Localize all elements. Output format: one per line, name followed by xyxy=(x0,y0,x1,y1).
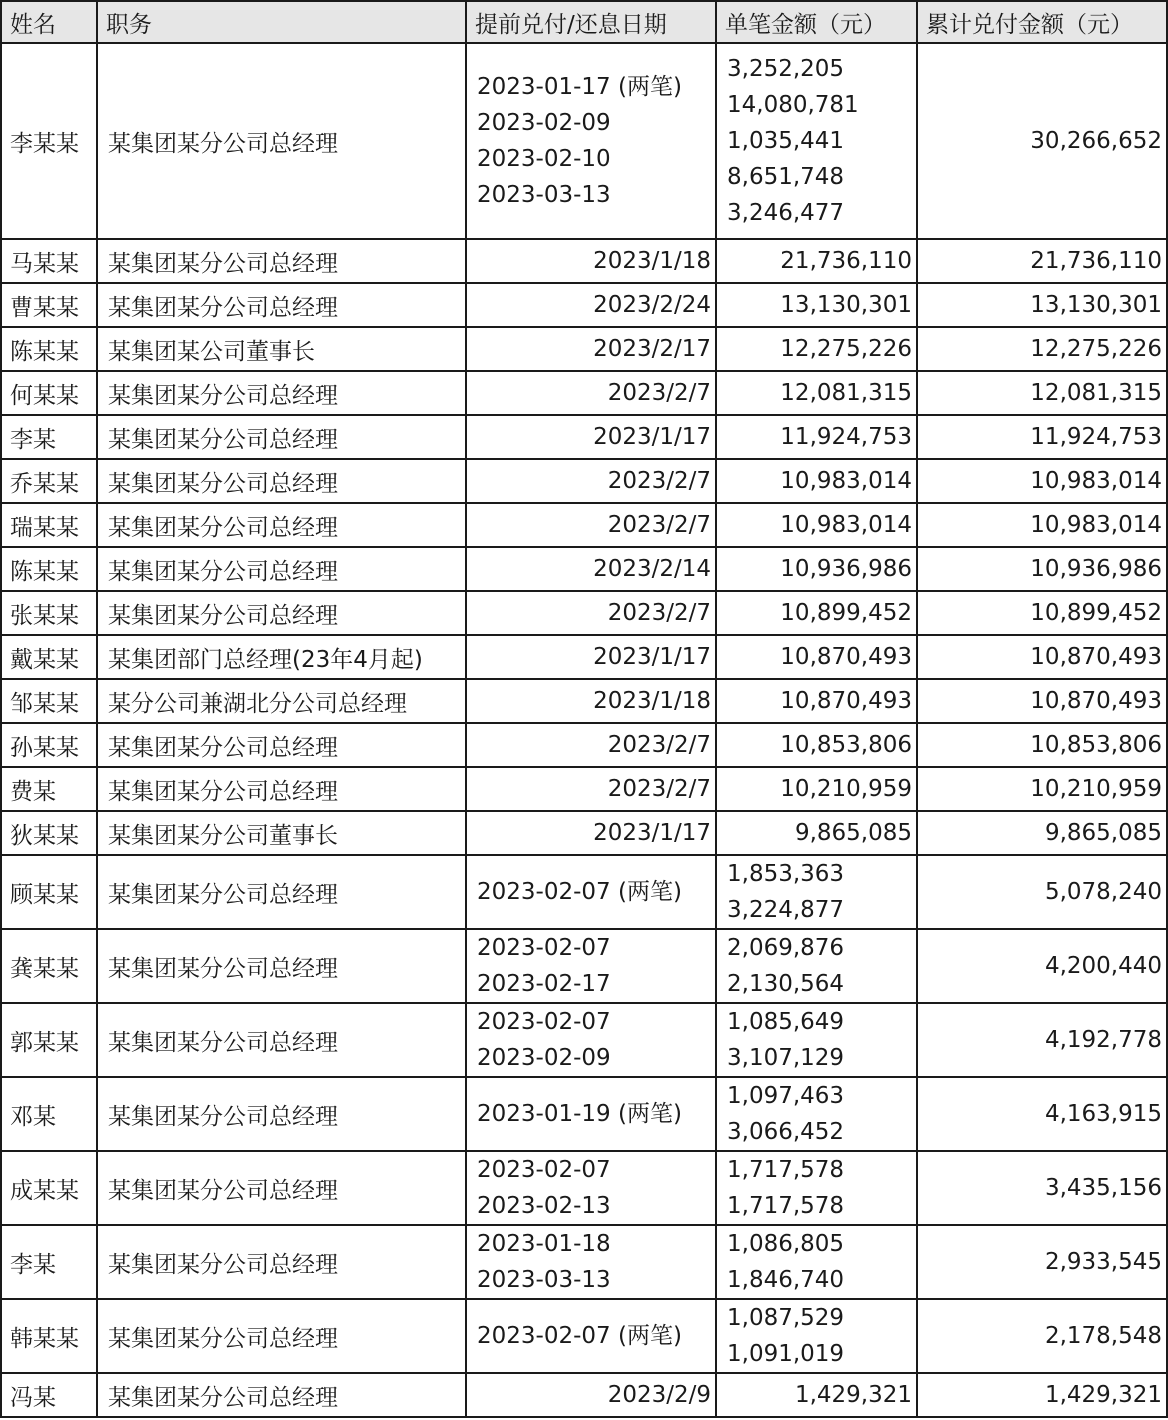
cell-title: 某集团某分公司总经理 xyxy=(97,767,466,811)
cell-date xyxy=(466,459,716,503)
cell-name: 瑞某某 xyxy=(1,503,97,547)
table-row xyxy=(1,679,1167,723)
cell-name: 韩某某 xyxy=(1,1299,97,1373)
cell-date xyxy=(466,547,716,591)
cell-name: 李某 xyxy=(1,415,97,459)
cell-total: 4,163,915 xyxy=(917,1077,1167,1151)
header-amount: 单笔金额（元） xyxy=(716,1,917,43)
cell-title: 某集团某分公司总经理 xyxy=(97,415,466,459)
cell-amount xyxy=(716,415,917,459)
amount-line: 14,080,781 xyxy=(727,92,859,118)
cell-amount xyxy=(716,635,917,679)
cell-name: 何某某 xyxy=(1,371,97,415)
table-row xyxy=(1,929,1167,1003)
cell-total: 12,081,315 xyxy=(917,371,1167,415)
date-line: 2023/2/7 xyxy=(607,380,711,406)
table-row xyxy=(1,1299,1167,1373)
cell-amount xyxy=(716,327,917,371)
cell-date xyxy=(466,283,716,327)
date-line: 2023/1/18 xyxy=(593,248,711,274)
cell-date xyxy=(466,767,716,811)
cell-date xyxy=(466,929,716,1003)
cell-date xyxy=(466,371,716,415)
date-line: 2023/2/9 xyxy=(607,1382,711,1408)
cell-amount xyxy=(716,1225,917,1299)
date-line: 2023-02-07 xyxy=(477,1157,611,1183)
date-line: 2023/2/14 xyxy=(593,556,711,582)
cell-title: 某集团某分公司总经理 xyxy=(97,591,466,635)
header-title: 职务 xyxy=(97,1,466,43)
cell-name: 李某 xyxy=(1,1225,97,1299)
date-line: 2023-02-09 xyxy=(477,1045,611,1071)
cell-title: 某集团某分公司总经理 xyxy=(97,1151,466,1225)
cell-date xyxy=(466,679,716,723)
date-line: 2023-03-13 xyxy=(477,1267,611,1293)
cell-name: 邓某 xyxy=(1,1077,97,1151)
cell-name: 孙某某 xyxy=(1,723,97,767)
cell-title: 某集团某分公司总经理 xyxy=(97,855,466,929)
cell-title: 某集团某分公司总经理 xyxy=(97,503,466,547)
cell-amount xyxy=(716,503,917,547)
table-row xyxy=(1,547,1167,591)
date-line: 2023/2/24 xyxy=(593,292,711,318)
table-row xyxy=(1,1373,1167,1417)
cell-title: 某集团某分公司总经理 xyxy=(97,371,466,415)
table-row xyxy=(1,327,1167,371)
cell-title: 某集团某分公司总经理 xyxy=(97,723,466,767)
cell-date xyxy=(466,327,716,371)
date-line: 2023/1/17 xyxy=(593,644,711,670)
cell-amount xyxy=(716,459,917,503)
header-date: 提前兑付/还息日期 xyxy=(466,1,716,43)
cell-amount xyxy=(716,1373,917,1417)
cell-total: 10,899,452 xyxy=(917,591,1167,635)
amount-line: 1,717,578 xyxy=(727,1193,845,1219)
date-line: 2023/1/17 xyxy=(593,820,711,846)
amount-line: 21,736,110 xyxy=(780,248,912,274)
amount-line: 1,085,649 xyxy=(727,1009,845,1035)
cell-name: 费某 xyxy=(1,767,97,811)
amount-line: 12,275,226 xyxy=(780,336,912,362)
table-row xyxy=(1,635,1167,679)
cell-date xyxy=(466,1299,716,1373)
cell-amount xyxy=(716,239,917,283)
amount-line: 3,066,452 xyxy=(727,1119,845,1145)
cell-amount xyxy=(716,723,917,767)
cell-date xyxy=(466,239,716,283)
amount-line: 10,210,959 xyxy=(780,776,912,802)
date-line: 2023/2/7 xyxy=(607,732,711,758)
cell-title: 某集团某分公司总经理 xyxy=(97,1299,466,1373)
cell-total: 11,924,753 xyxy=(917,415,1167,459)
cell-total: 10,853,806 xyxy=(917,723,1167,767)
cell-total: 10,983,014 xyxy=(917,503,1167,547)
cell-name: 顾某某 xyxy=(1,855,97,929)
table-row xyxy=(1,43,1167,239)
cell-name: 龚某某 xyxy=(1,929,97,1003)
cell-date xyxy=(466,1151,716,1225)
date-line: 2023/2/7 xyxy=(607,468,711,494)
cell-total: 1,429,321 xyxy=(917,1373,1167,1417)
cell-amount xyxy=(716,1077,917,1151)
cell-name: 曹某某 xyxy=(1,283,97,327)
cell-total: 10,210,959 xyxy=(917,767,1167,811)
table-row xyxy=(1,1151,1167,1225)
cell-total: 4,200,440 xyxy=(917,929,1167,1003)
cell-name: 狄某某 xyxy=(1,811,97,855)
cell-amount xyxy=(716,679,917,723)
cell-total: 3,435,156 xyxy=(917,1151,1167,1225)
cell-title: 某集团部门总经理(23年4月起) xyxy=(97,635,466,679)
cell-amount xyxy=(716,767,917,811)
cell-date xyxy=(466,415,716,459)
cell-title: 某集团某分公司总经理 xyxy=(97,239,466,283)
table-row xyxy=(1,1225,1167,1299)
date-line: 2023-02-09 xyxy=(477,110,611,136)
cell-date xyxy=(466,723,716,767)
cell-name: 乔某某 xyxy=(1,459,97,503)
cell-total: 10,870,493 xyxy=(917,635,1167,679)
amount-line: 10,936,986 xyxy=(780,556,912,582)
cell-title: 某集团某分公司总经理 xyxy=(97,929,466,1003)
amount-line: 13,130,301 xyxy=(780,292,912,318)
date-line: 2023-02-10 xyxy=(477,146,611,172)
cell-total: 5,078,240 xyxy=(917,855,1167,929)
cell-name: 戴某某 xyxy=(1,635,97,679)
amount-line: 10,983,014 xyxy=(780,468,912,494)
amount-line: 3,246,477 xyxy=(727,200,845,226)
cell-total: 2,178,548 xyxy=(917,1299,1167,1373)
table-row xyxy=(1,371,1167,415)
table-row xyxy=(1,415,1167,459)
cell-amount xyxy=(716,371,917,415)
date-line: 2023-02-07 xyxy=(477,1009,611,1035)
date-line: 2023-01-17 (两笔) xyxy=(477,74,682,100)
cell-name: 马某某 xyxy=(1,239,97,283)
date-line: 2023-02-07 xyxy=(477,935,611,961)
amount-line: 9,865,085 xyxy=(794,820,912,846)
amount-line: 1,087,529 xyxy=(727,1305,845,1331)
header-name: 姓名 xyxy=(1,1,97,43)
cell-amount xyxy=(716,1299,917,1373)
cell-date xyxy=(466,503,716,547)
cell-total: 4,192,778 xyxy=(917,1003,1167,1077)
amount-line: 10,899,452 xyxy=(780,600,912,626)
amount-line: 1,086,805 xyxy=(727,1231,845,1257)
cell-title: 某集团某分公司总经理 xyxy=(97,459,466,503)
amount-line: 1,097,463 xyxy=(727,1083,845,1109)
cell-date xyxy=(466,1373,716,1417)
table-row xyxy=(1,1077,1167,1151)
amount-line: 1,429,321 xyxy=(794,1382,912,1408)
header-total: 累计兑付金额（元） xyxy=(917,1,1167,43)
table-body xyxy=(1,43,1167,1417)
amount-line: 1,717,578 xyxy=(727,1157,845,1183)
cell-date xyxy=(466,1077,716,1151)
cell-name: 冯某 xyxy=(1,1373,97,1417)
date-line: 2023/1/18 xyxy=(593,688,711,714)
amount-line: 1,846,740 xyxy=(727,1267,845,1293)
cell-date xyxy=(466,1003,716,1077)
cell-title: 某分公司兼湖北分公司总经理 xyxy=(97,679,466,723)
date-line: 2023/2/7 xyxy=(607,512,711,538)
date-line: 2023-02-17 xyxy=(477,971,611,997)
amount-line: 3,107,129 xyxy=(727,1045,845,1071)
table-row xyxy=(1,283,1167,327)
amount-line: 8,651,748 xyxy=(727,164,845,190)
cell-name: 张某某 xyxy=(1,591,97,635)
cell-title: 某集团某公司董事长 xyxy=(97,327,466,371)
amount-line: 1,853,363 xyxy=(727,861,845,887)
table-row xyxy=(1,239,1167,283)
header-row xyxy=(1,1,1167,43)
amount-line: 10,870,493 xyxy=(780,644,912,670)
amount-line: 10,853,806 xyxy=(780,732,912,758)
cell-date xyxy=(466,43,716,239)
cell-title: 某集团某分公司总经理 xyxy=(97,283,466,327)
cell-amount xyxy=(716,855,917,929)
cell-total: 9,865,085 xyxy=(917,811,1167,855)
cell-total: 12,275,226 xyxy=(917,327,1167,371)
cell-title: 某集团某分公司总经理 xyxy=(97,547,466,591)
cell-amount xyxy=(716,1003,917,1077)
cell-name: 邹某某 xyxy=(1,679,97,723)
date-line: 2023/1/17 xyxy=(593,424,711,450)
date-line: 2023/2/17 xyxy=(593,336,711,362)
date-line: 2023-02-13 xyxy=(477,1193,611,1219)
cell-total: 13,130,301 xyxy=(917,283,1167,327)
cell-name: 李某某 xyxy=(1,43,97,239)
amount-line: 3,224,877 xyxy=(727,897,845,923)
cell-amount xyxy=(716,591,917,635)
date-line: 2023/2/7 xyxy=(607,776,711,802)
cell-name: 陈某某 xyxy=(1,327,97,371)
cell-amount xyxy=(716,1151,917,1225)
cell-amount xyxy=(716,547,917,591)
cell-date xyxy=(466,1225,716,1299)
amount-line: 10,983,014 xyxy=(780,512,912,538)
cell-amount xyxy=(716,43,917,239)
table-row xyxy=(1,503,1167,547)
cell-date xyxy=(466,635,716,679)
date-line: 2023-01-18 xyxy=(477,1231,611,1257)
table-row xyxy=(1,811,1167,855)
cell-title: 某集团某分公司总经理 xyxy=(97,1225,466,1299)
cell-date xyxy=(466,591,716,635)
amount-line: 11,924,753 xyxy=(780,424,912,450)
amount-line: 10,870,493 xyxy=(780,688,912,714)
date-line: 2023-02-07 (两笔) xyxy=(477,879,682,905)
cell-title: 某集团某分公司总经理 xyxy=(97,1373,466,1417)
cell-title: 某集团某分公司董事长 xyxy=(97,811,466,855)
cell-name: 郭某某 xyxy=(1,1003,97,1077)
cell-total: 10,870,493 xyxy=(917,679,1167,723)
table-row xyxy=(1,723,1167,767)
cell-amount xyxy=(716,929,917,1003)
amount-line: 1,091,019 xyxy=(727,1341,845,1367)
amount-line: 2,130,564 xyxy=(727,971,845,997)
cell-total: 30,266,652 xyxy=(917,43,1167,239)
cell-date xyxy=(466,811,716,855)
cell-name: 成某某 xyxy=(1,1151,97,1225)
cell-title: 某集团某分公司总经理 xyxy=(97,1003,466,1077)
table-row xyxy=(1,767,1167,811)
cell-amount xyxy=(716,811,917,855)
table-row xyxy=(1,459,1167,503)
table-row xyxy=(1,855,1167,929)
date-line: 2023-03-13 xyxy=(477,182,611,208)
cell-total: 2,933,545 xyxy=(917,1225,1167,1299)
amount-line: 12,081,315 xyxy=(780,380,912,406)
cell-name: 陈某某 xyxy=(1,547,97,591)
cell-total: 21,736,110 xyxy=(917,239,1167,283)
date-line: 2023/2/7 xyxy=(607,600,711,626)
cell-total: 10,983,014 xyxy=(917,459,1167,503)
cell-total: 10,936,986 xyxy=(917,547,1167,591)
cell-date xyxy=(466,855,716,929)
table-row xyxy=(1,1003,1167,1077)
table-row xyxy=(1,591,1167,635)
cell-amount xyxy=(716,283,917,327)
cell-title: 某集团某分公司总经理 xyxy=(97,1077,466,1151)
date-line: 2023-02-07 (两笔) xyxy=(477,1323,682,1349)
amount-line: 3,252,205 xyxy=(727,56,845,82)
cell-title: 某集团某分公司总经理 xyxy=(97,43,466,239)
amount-line: 1,035,441 xyxy=(727,128,845,154)
amount-line: 2,069,876 xyxy=(727,935,845,961)
date-line: 2023-01-19 (两笔) xyxy=(477,1101,682,1127)
